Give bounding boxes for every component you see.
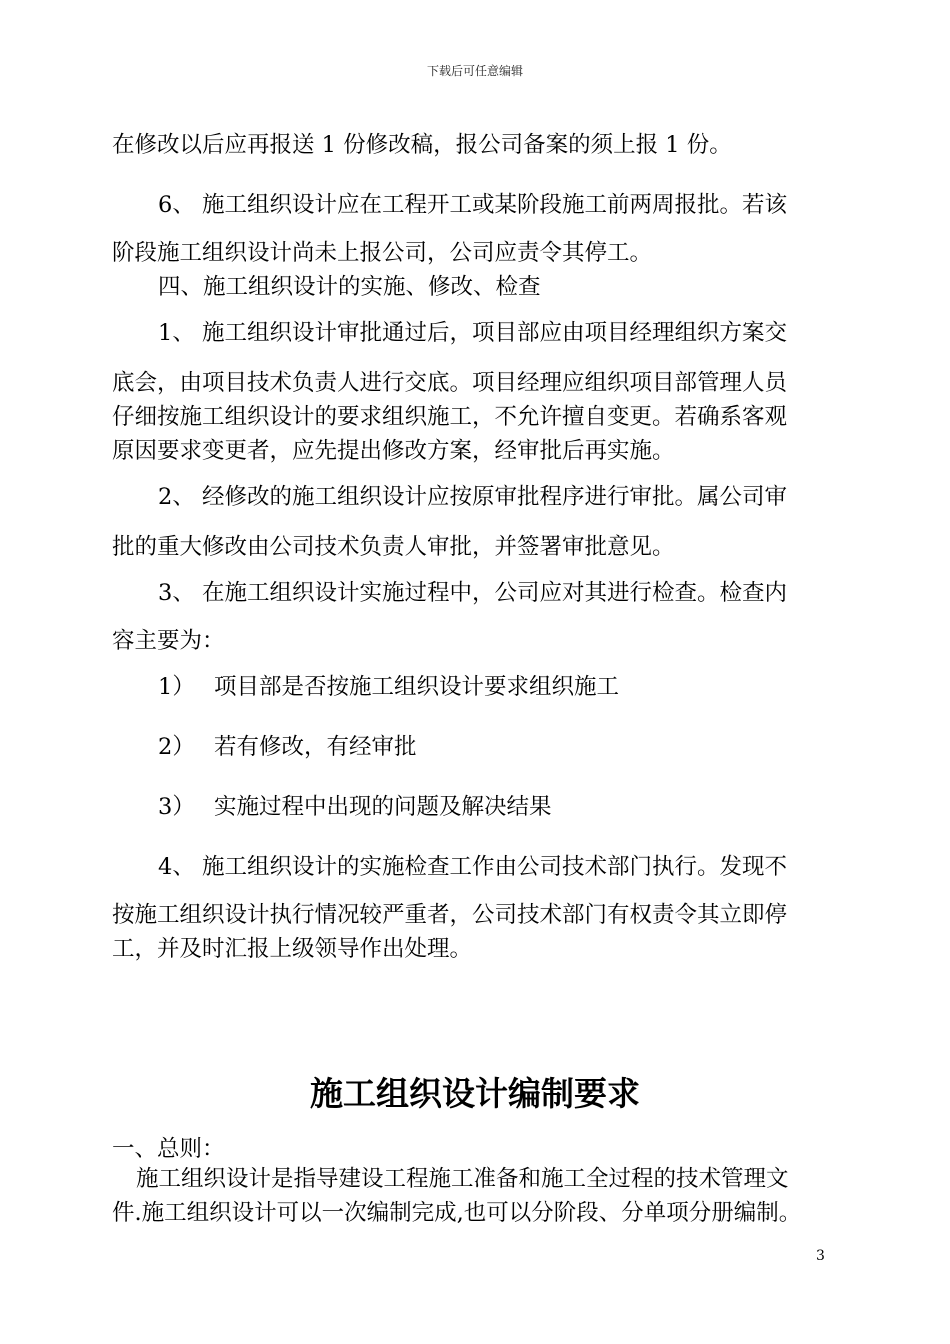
list-item-text: 若有修改，有经审批 (214, 734, 417, 760)
general-heading: 一、总则： (112, 1136, 225, 1162)
body-line: 4、 施工组织设计的实施检查工作由公司技术部门执行。发现不 (158, 854, 787, 880)
body-line: 6、 施工组织设计应在工程开工或某阶段施工前两周报批。若该 (158, 192, 787, 218)
list-item-text: 实施过程中出现的问题及解决结果 (214, 794, 552, 820)
body-line: 仔细按施工组织设计的要求组织施工，不允许擅自变更。若确系客观 (112, 404, 788, 430)
body-line: 工，并及时汇报上级领导作出处理。 (112, 936, 473, 962)
body-line: 1、 施工组织设计审批通过后，项目部应由项目经理组织方案交 (158, 320, 787, 346)
body-line: 原因要求变更者，应先提出修改方案，经审批后再实施。 (112, 438, 675, 464)
list-item (158, 732, 417, 762)
list-item (158, 792, 552, 822)
body-line: 底会，由项目技术负责人进行交底。项目经理应组织项目部管理人员 (112, 370, 788, 396)
body-line: 3、 在施工组织设计实施过程中，公司应对其进行检查。检查内 (158, 580, 787, 606)
body-line: 阶段施工组织设计尚未上报公司，公司应责令其停工。 (112, 240, 653, 266)
list-item-text: 项目部是否按施工组织设计要求组织施工 (214, 674, 620, 700)
list-item (158, 672, 619, 702)
body-line: 在修改以后应再报送 1 份修改稿，报公司备案的须上报 1 份。 (112, 132, 732, 158)
body-line: 容主要为： (112, 628, 225, 654)
list-item-number: 3） (158, 794, 195, 820)
body-line: 按施工组织设计执行情况较严重者，公司技术部门有权责令其立即停 (112, 902, 788, 928)
body-line: 2、 经修改的施工组织设计应按原审批程序进行审批。属公司审 (158, 484, 787, 510)
body-line: 件.施工组织设计可以一次编制完成,也可以分阶段、分单项分册编制。 (112, 1200, 802, 1226)
page-header: 下载后可任意编辑 (426, 64, 523, 78)
list-item-number: 2） (158, 734, 195, 760)
section-title: 施工组织设计编制要求 (310, 1074, 640, 1113)
list-item-number: 1） (158, 674, 195, 700)
page-number: 3 (816, 1248, 825, 1264)
subsection-heading: 四、施工组织设计的实施、修改、检查 (158, 274, 541, 300)
body-line: 施工组织设计是指导建设工程施工准备和施工全过程的技术管理文 (136, 1166, 789, 1192)
body-line: 批的重大修改由公司技术负责人审批，并签署审批意见。 (112, 534, 675, 560)
